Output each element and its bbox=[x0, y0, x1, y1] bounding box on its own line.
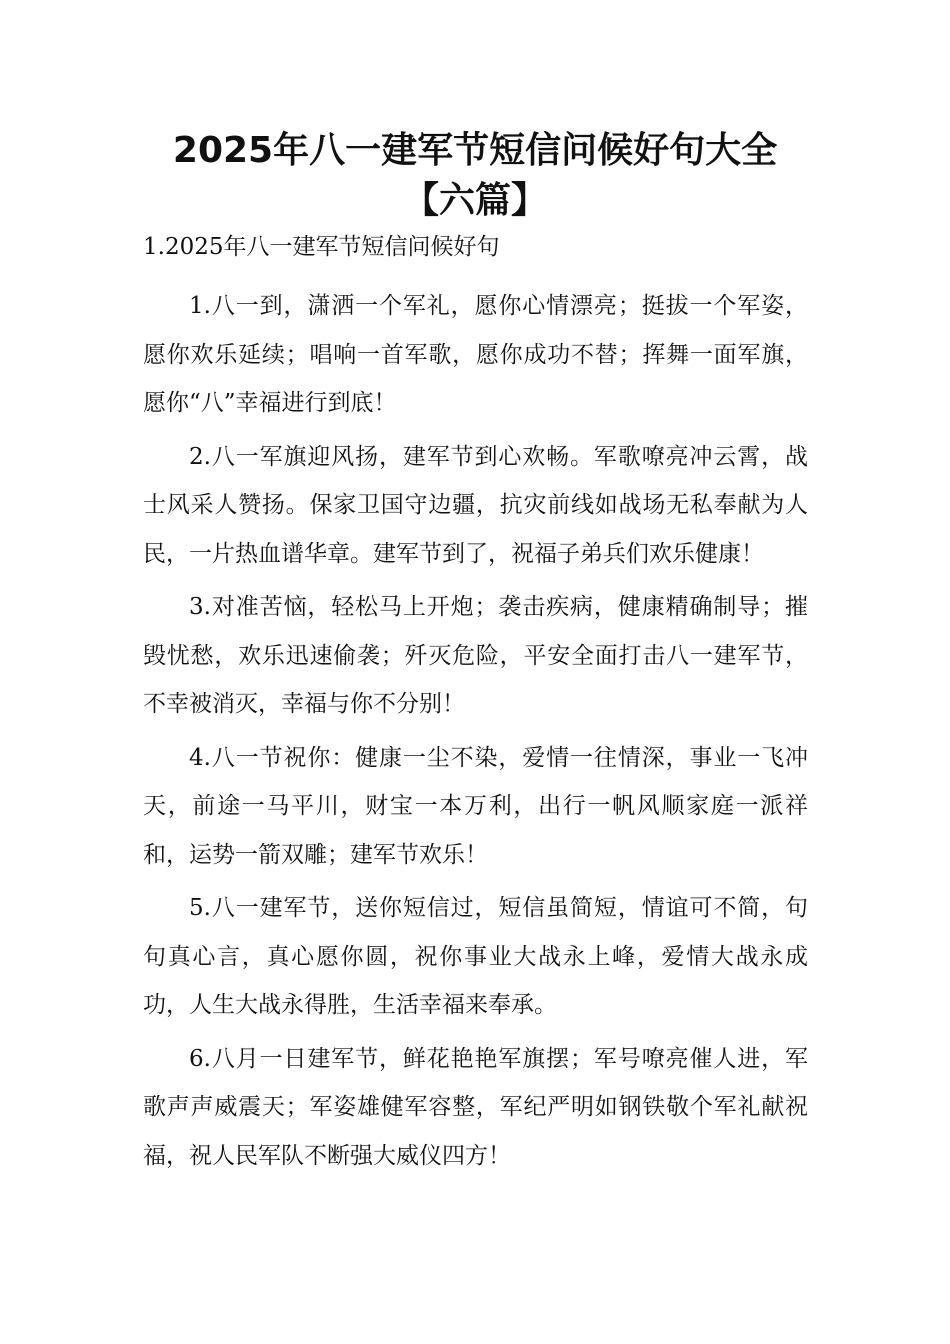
paragraph: 2.八一军旗迎风扬，建军节到心欢畅。军歌嘹亮冲云霄，战士风采人赞扬。保家卫国守边疆，抗灾前线如战场无私奉献为人民，一片热血谱华章。建军节到了，祝福子弟兵们欢乐健康！ bbox=[143, 443, 808, 567]
paragraph-list bbox=[143, 282, 808, 1185]
paragraph: 5.八一建军节，送你短信过，短信虽简短，情谊可不简，句句真心言，真心愿你圆，祝你事业大战永上峰，爱情大战永成功，人生大战永得胜，生活幸福来奉承。 bbox=[143, 895, 808, 1018]
paragraph: 3.对准苦恼，轻松马上开炮；袭击疾病，健康精确制导；摧毁忧愁，欢乐迅速偷袭；歼灭危险，平安全面打击八一建军节，不幸被消灭，幸福与你不分别！ bbox=[143, 594, 808, 717]
paragraph: 1.八一到，潇洒一个军礼，愿你心情漂亮；挺拔一个军姿，愿你欢乐延续；唱响一首军歌，愿你成功不替；挥舞一面军旗，愿你“八”幸福进行到底！ bbox=[143, 293, 808, 416]
paragraph: 6.八月一日建军节，鲜花艳艳军旗摆；军号嘹亮催人进，军歌声声威震天；军姿雄健军容整，军纪严明如钢铁敬个军礼献祝福，祝人民军队不断强大威仪四方！ bbox=[143, 1045, 808, 1169]
section-heading: 1.2025年八一建军节短信问候好句 bbox=[143, 234, 500, 260]
document-title: 2025年八一建军节短信问候好句大全【六篇】 bbox=[172, 130, 778, 221]
paragraph: 4.八一节祝你：健康一尘不染，爱情一往情深，事业一飞冲天，前途一马平川，财宝一本万利，出行一帆风顺家庭一派祥和，运势一箭双雕；建军节欢乐！ bbox=[143, 744, 808, 868]
